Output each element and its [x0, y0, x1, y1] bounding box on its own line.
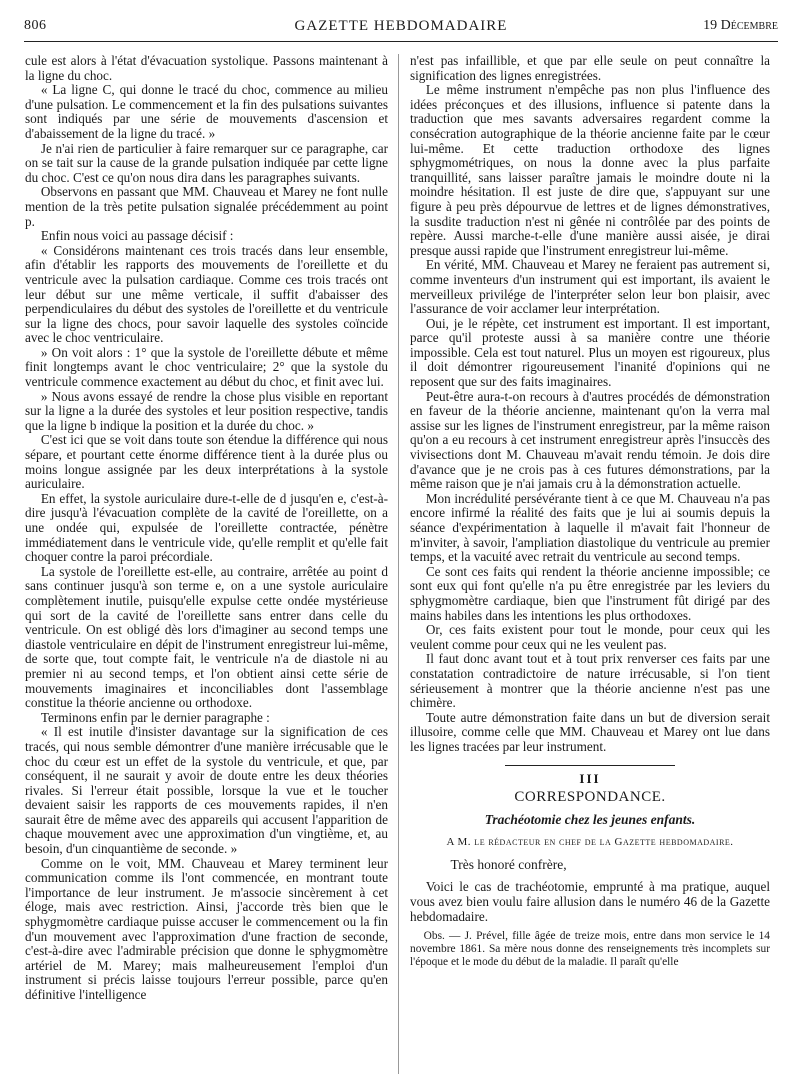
paragraph: « Considérons maintenant ces trois tracés dans leur ensemble, afin d'établir les rapports des mouvements de l'oreillette et du ventricule avec la pulsation cardiaque. Comme ces trois tracés ont leur début sur une même verticale, il suffit d'abaisser des perpendiculaires du début des systoles de l'oreillette et du ventricule sur la ligne des chocs, pour savoir laquelle des systoles coïncide avec le choc ventriculaire.: [25, 242, 388, 346]
page-number: 806: [24, 18, 47, 33]
page-header: [24, 8, 778, 42]
issue-date: 19 Décembre: [703, 18, 778, 33]
paragraph: Mon incrédulité persévérante tient à ce que M. Chauveau n'a pas encore infirmé la réalité des faits que je lui ai soumis depuis la séance d'expérimentation à laquelle il m'avait fait l'honneur de m'inviter, à savoir, l'ampliation diastolique du ventricule au premier temps, et la vacuité avec retrait du ventricule au second temps.: [410, 490, 770, 565]
paragraph: Toute autre démonstration faite dans un but de diversion serait illusoire, comme celle que MM. Chauveau et Marey ont lue dans les lignes tracées par leur instrument.: [410, 709, 770, 754]
paragraph: Le même instrument n'empêche pas non plus l'influence des idées préconçues et des illusions, influence si patente dans la traduction que mes savants adversaires regardent comme la consécration autographique de la théorie ancienne faite par le cœur lui-même. Et cette traduction orthodoxe des lignes sphygmométriques, on nous la donne avec la plus parfaite tranquillité, sans laisser paraître jamais le moindre doute ni la moindre hésitation. Il est juste de dire que, s'appuyant sur une figure à peu près dépourvue de lettres et de lignes démonstratives, la susdite traduction n'est ni gênée ni contrôlée par des points de repère. Aussi marche-t-elle d'une manière aussi aisée, je dirai presque aussi rapide que l'instrument enregistreur lui-même.: [410, 82, 770, 258]
paragraph: » On voit alors : 1° que la systole de l'oreillette débute et même finit longtemps avant le choc ventriculaire; 2° que la systole du ventricule commence exactement au début du choc, et finit avec lui.: [25, 344, 388, 390]
section-title: CORRESPONDANCE.: [514, 789, 666, 806]
letter-salutation: Très honoré confrère,: [450, 856, 567, 872]
paragraph: Peut-être aura-t-on recours à d'autres procédés de démonstration en faveur de la théorie ancienne, maintenant qu'on la verra mal assise sur les lignes de l'instrument enregistreur, par la même raison qu'on a eu recours à cet instrument enregistreur après l'insuccès des vivisections dont M. Chauveau m'avait rendu témoin. Je dois dire d'avance que je ne crois pas à ces futures démonstrations, par la même raison que je n'ai jamais cru à la démonstration actuelle.: [410, 388, 770, 492]
paragraph: En vérité, MM. Chauveau et Marey ne feraient pas autrement si, comme inventeurs d'un instrument qui est important, ils avaient le merveilleux privilége de l'interpréter selon leur bon plaisir, avec l'assurance de voir acclamer leur interprétation.: [410, 257, 770, 317]
letter-address: A M. le rédacteur en chef de la Gazette hebdomadaire.: [446, 836, 734, 849]
header-rule: [24, 41, 778, 42]
paragraph: « La ligne C, qui donne le tracé du choc, commence au milieu d'une pulsation. Le commencement et la fin des pulsations suivantes sont indiqués par une série de mouvements d'ascension et d'abaissement de la ligne du tracé. »: [25, 82, 388, 141]
paragraph: Terminons enfin par le dernier paragraphe :: [40, 709, 270, 725]
paragraph: » Nous avons essayé de rendre la chose plus visible en reportant sur la ligne a la durée des systoles et leur position respective, tandis que la ligne b indique la position et la durée du choc. »: [25, 388, 388, 433]
paragraph: cule est alors à l'état d'évacuation systolique. Passons maintenant à la ligne du choc.: [25, 53, 388, 83]
right-column-body: [410, 54, 770, 755]
paragraph: La systole de l'oreillette est-elle, au contraire, arrêtée au point d sans continuer jusqu'à son terme e, on a une systole auriculaire complètement inutile, puisqu'elle expulse cette ondée mystérieuse qui sort de la cavité de l'oreillette sans entrer dans celle du ventricule. On est obligé dès lors d'imaginer au second temps une diastole ventriculaire en dépit de l'instrument enregistreur lui-même, de sorte que, tout compte fait, le ventricule n'a de diastole ni au premier ni au second temps, et l'on obtient ainsi cette série de mouvements imaginaires et inconciliables dont l'assemblage constitue la théorie ancienne ou orthodoxe.: [25, 563, 388, 711]
right-column: [410, 54, 770, 969]
left-column: [25, 54, 388, 1003]
column-divider: [398, 54, 399, 1074]
journal-title: GAZETTE HEBDOMADAIRE: [294, 18, 508, 34]
section-rule: [505, 765, 675, 766]
paragraph: Ce sont ces faits qui rendent la théorie ancienne impossible; ce sont eux qui font qu'elle n'a pu être enregistrée par les leviers du sphygmomètre cardiaque, bien que l'instrument fût dirigé par des mains habiles dans les intentions les plus orthodoxes.: [410, 563, 770, 623]
paragraph: n'est pas infaillible, et que par elle seule on peut connaître la signification des lignes enregistrées.: [410, 53, 770, 83]
paragraph: Oui, je le répète, cet instrument est important. Il est important, parce qu'il proteste aussi à sa manière contre une théorie impossible. Cela est tout naturel. Plus un moyen est rigoureux, plus il doit démontrer rigoureusement l'inanité d'opinions qui ne reposent que sur des faits imaginaires.: [410, 315, 770, 390]
section-number: III: [579, 770, 601, 786]
paragraph: Observons en passant que MM. Chauveau et Marey ne font nulle mention de la très petite pulsation signalée précédemment au point p.: [25, 184, 388, 229]
letter-intro: Voici le cas de trachéotomie, emprunté à ma pratique, auquel vous avez bien voulu faire allusion dans le numéro 46 de la Gazette hebdomadaire.: [410, 879, 770, 924]
article-title: Trachéotomie chez les jeunes enfants.: [484, 811, 696, 827]
paragraph: Or, ces faits existent pour tout le monde, pour ceux qui les veulent comme pour ceux qui ne les veulent pas.: [410, 622, 770, 652]
paragraph: « Il est inutile d'insister davantage sur la signification de ces tracés, qui nous semble démontrer d'une manière irrécusable que le choc du cœur est un effet de la systole du ventricule, et que, par conséquent, il ne saurait y avoir de doute entre les deux théories rivales. Si l'erreur était possible, lorsque la vue et le toucher devaient saisir les rapports de ces mouvements rapides, il n'en saurait être de même avec des appareils qui accusent l'apparition de chaque mouvement avec une approximation d'un vingtième, et, au besoin, d'un cinquantième de seconde. »: [25, 724, 388, 857]
paragraph: C'est ici que se voit dans toute son étendue la différence qui nous sépare, et pourtant cette énorme différence tient à la durée plus ou moins longue assignée par les deux interprétations à la systole auriculaire.: [25, 432, 388, 492]
paragraph: Il faut donc avant tout et à tout prix renverser ces faits par une constatation contradictoire de nature irrécusable, si l'on tient sérieusement à montrer que la théorie ancienne n'est pas une chimère.: [410, 651, 770, 711]
paragraph: Enfin nous voici au passage décisif :: [40, 228, 234, 244]
paragraph: Je n'ai rien de particulier à faire remarquer sur ce paragraphe, car on se tait sur la cause de la grande pulsation indiquée par cette ligne du choc. C'est ce qu'on nous dira dans les paragraphes suivants.: [25, 140, 388, 185]
observation-paragraph: Obs. — J. Prével, fille âgée de treize mois, entre dans mon service le 14 novembre 1861. Sa mère nous donne des renseignements très incomplets sur l'époque et le mode du début de la maladie. Il paraît qu'elle: [410, 930, 770, 969]
paragraph: Comme on le voit, MM. Chauveau et Marey terminent leur communication comme ils l'ont commencée, en montrant toute l'importance de leur instrument. Je m'associe sincèrement à cet éloge, mais avec restriction. Ainsi, j'accorde très bien que le sphygmomètre cardiaque puisse accuser le commencement ou la fin d'un mouvement avec l'approximation d'une fraction de seconde, c'est-à-dire avec l'admirable précision que donne le sphygmomètre artériel de M. Marey; mais malheureusement l'emploi d'un instrument si précis laisse toujours l'erreur possible, parce qu'en définitive l'intelligence: [25, 855, 388, 1002]
paragraph: En effet, la systole auriculaire dure-t-elle de d jusqu'en e, c'est-à-dire jusqu'à l'évacuation complète de la cavité de l'oreillette, on a une ondée qui, expulsée de l'oreillette contractée, pénètre immédiatement dans le ventricule vide, qu'elle remplit et qu'elle fait choquer contre la paroi précordiale.: [25, 490, 388, 565]
